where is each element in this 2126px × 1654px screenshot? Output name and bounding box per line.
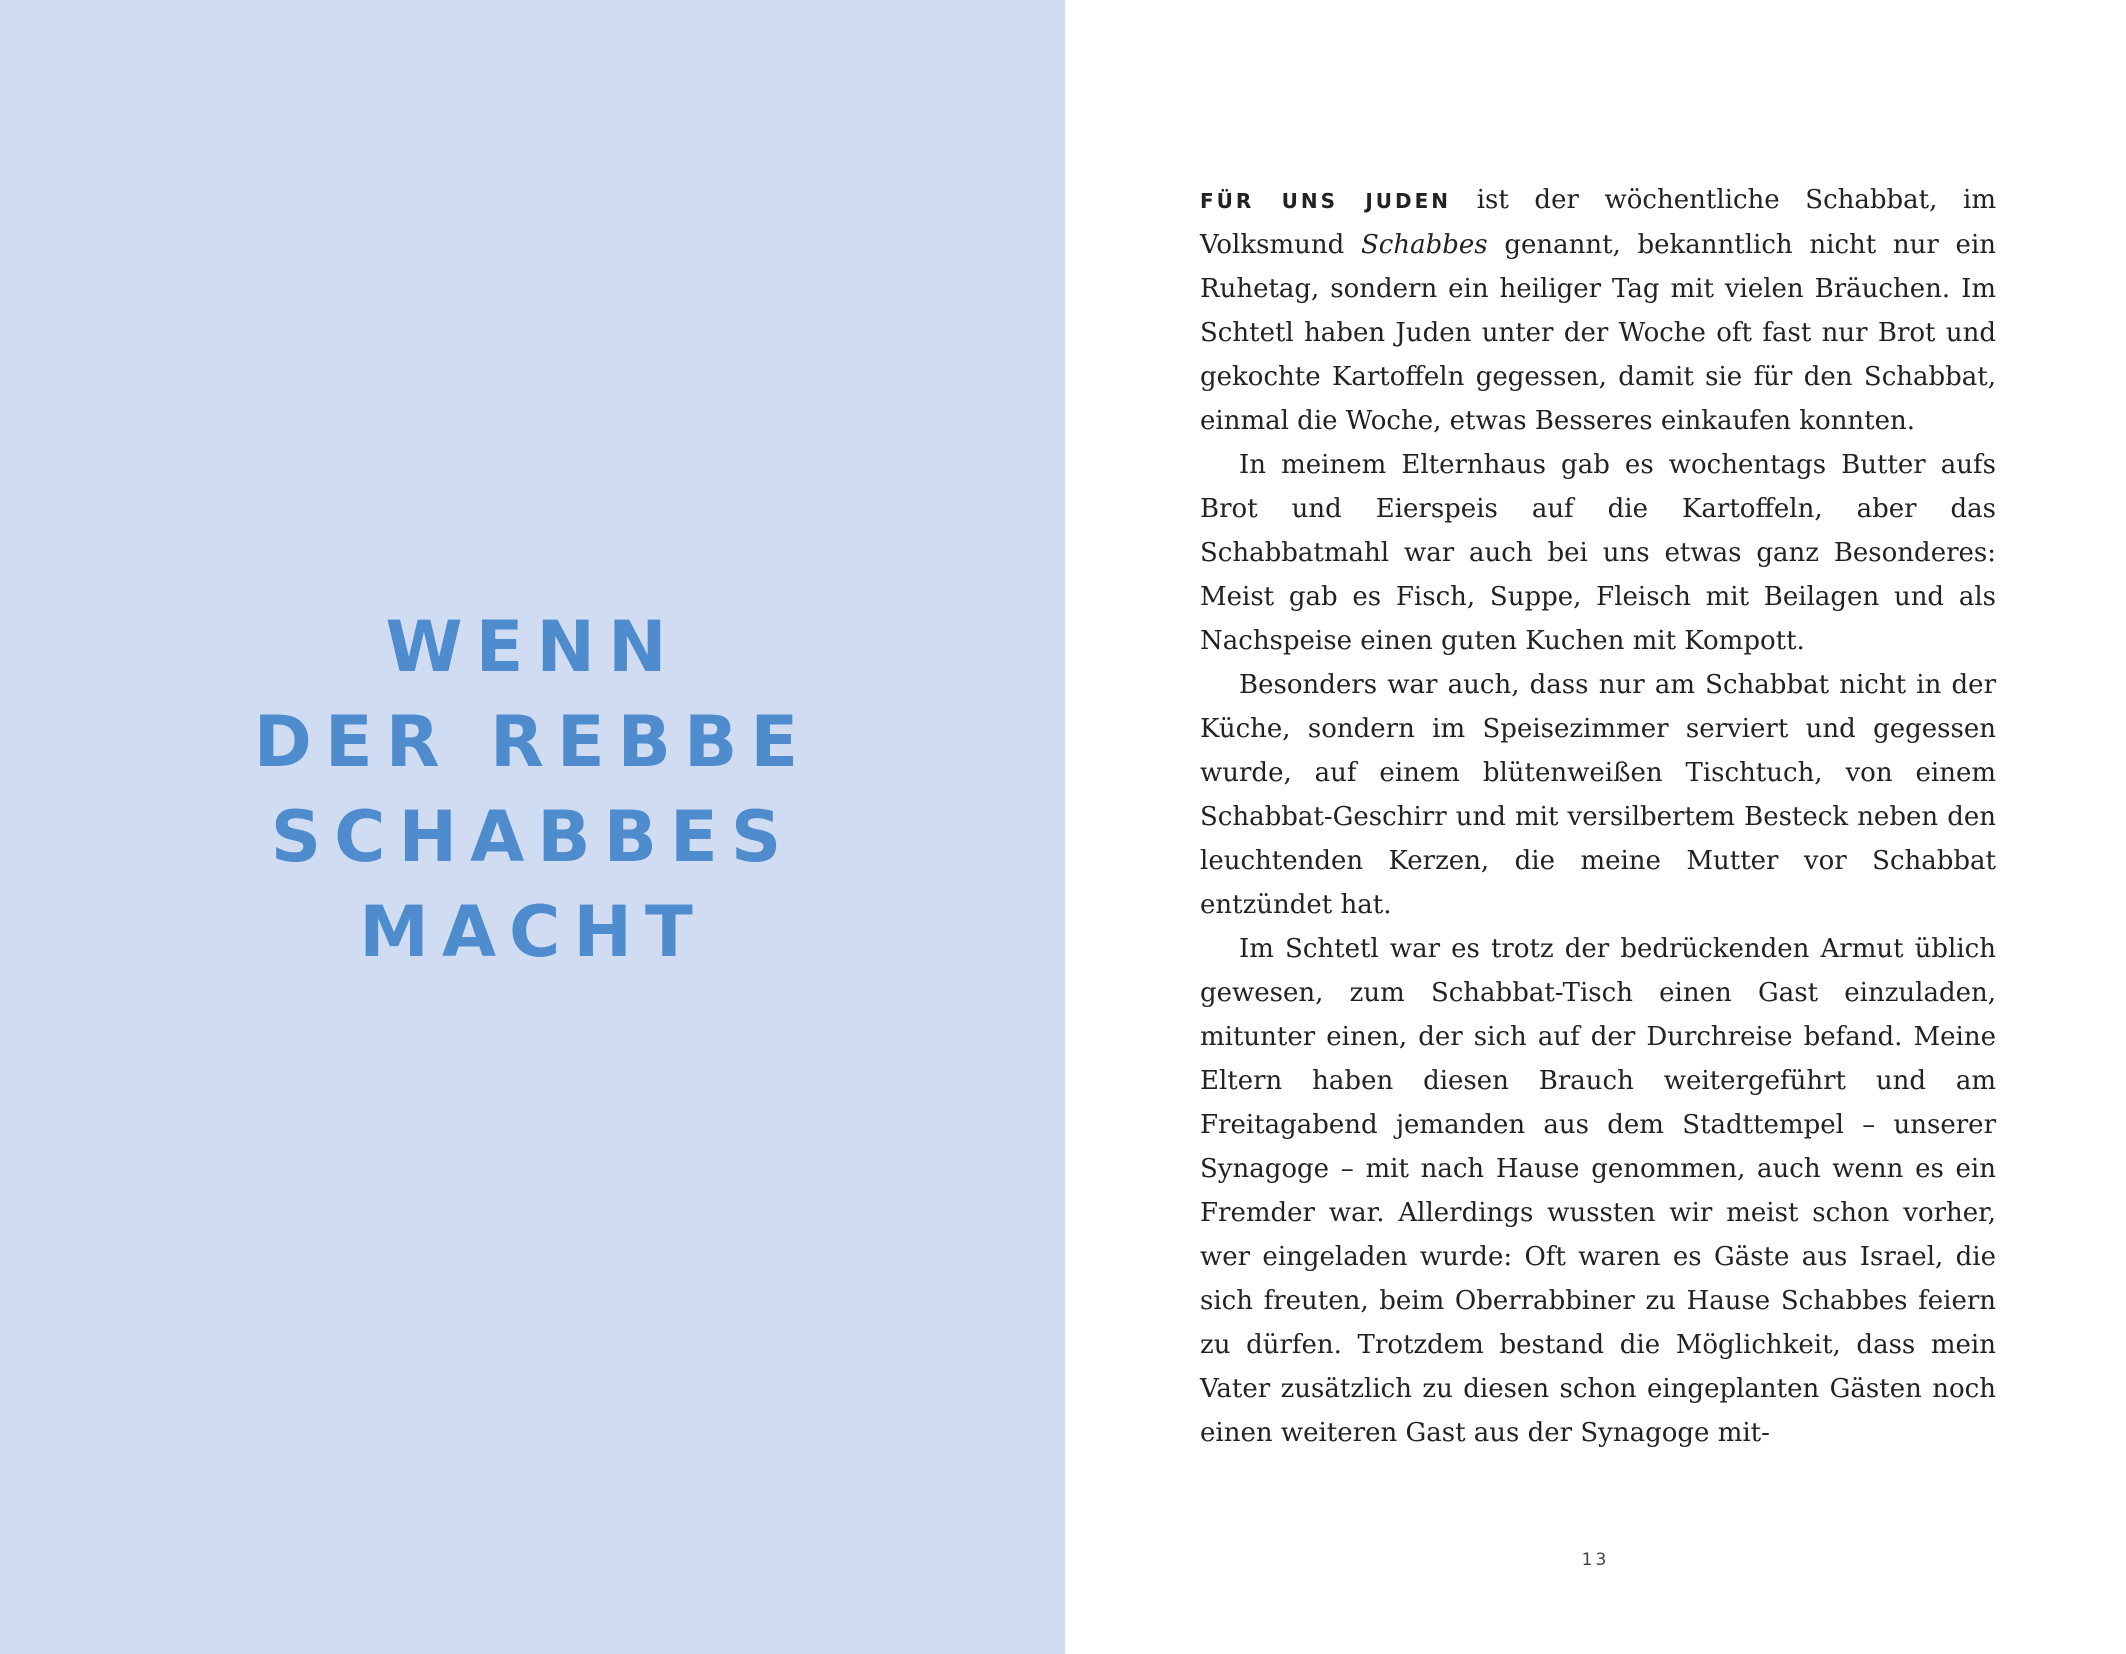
chapter-title [0,600,1065,980]
paragraph-1-text-a: ist der wöchentliche Schabbat, im Volksmund [1200,185,1997,260]
paragraph-3: Besonders war auch, dass nur am Schabbat nicht in der Küche, sondern im Speisezimmer serviert und gegessen wurde, auf einem blütenweißen Tischtuch, von einem Schabbat-Geschirr und mit versilbertem Besteck neben den leuchtenden Kerzen, die meine Mutter vor Schabbat entzündet hat. [1200,670,1996,920]
chapter-title-line-2: DER REBBE [253,701,812,783]
page-number: 13 [1581,1550,1610,1570]
paragraph-2: In meinem Elternhaus gab es wochentags Butter aufs Brot und Eierspeis auf die Kartoffeln, aber das Schabbatmahl war auch bei uns etwas ganz Besonderes: Meist gab es Fisch, Suppe, Fleisch mit Beilagen und als Nachspeise einen guten Kuchen mit Kompott. [1200,450,1996,656]
paragraph-1 [1200,178,1996,443]
paragraph-1-text-b: genannt, bekanntlich nicht nur ein Ruhetag, sondern ein heiliger Tag mit vielen Bräuchen. Im Schtetl haben Juden unter der Woche oft fast nur Brot und gekochte Kartoffeln gegessen, damit sie für den Schabbat, einmal die Woche, etwas Besseres einkaufen konnten. [1200,230,1997,436]
body-text [1200,178,1996,1455]
paragraph-4: Im Schtetl war es trotz der bedrückenden Armut üblich gewesen, zum Schabbat-Tisch einen Gast einzuladen, mitunter einen, der sich auf der Durchreise befand. Meine Eltern haben diesen Brauch weitergeführt und am Freitagabend jemanden aus dem Stadttempel – unserer Synagoge – mit nach Hause genommen, auch wenn es ein Fremder war. Allerdings wussten wir meist schon vorher, wer eingeladen wurde: Oft waren es Gäste aus Israel, die sich freuten, beim Oberrabbiner zu Hause Schabbes feiern zu dürfen. Trotzdem bestand die Möglichkeit, dass mein Vater zusätzlich zu diesen schon eingeplanten Gästen noch einen weiteren Gast aus der Synagoge mit- [1200,934,1996,1448]
chapter-title-line-1: WENN [385,606,680,688]
chapter-title-line-4: MACHT [359,891,706,973]
right-page [1065,0,2126,1654]
paragraph-1-emphasis: Schabbes [1360,230,1488,260]
chapter-title-line-3: SCHABBES [270,796,795,878]
paragraph-1-lead: FÜR UNS JUDEN [1200,189,1452,213]
